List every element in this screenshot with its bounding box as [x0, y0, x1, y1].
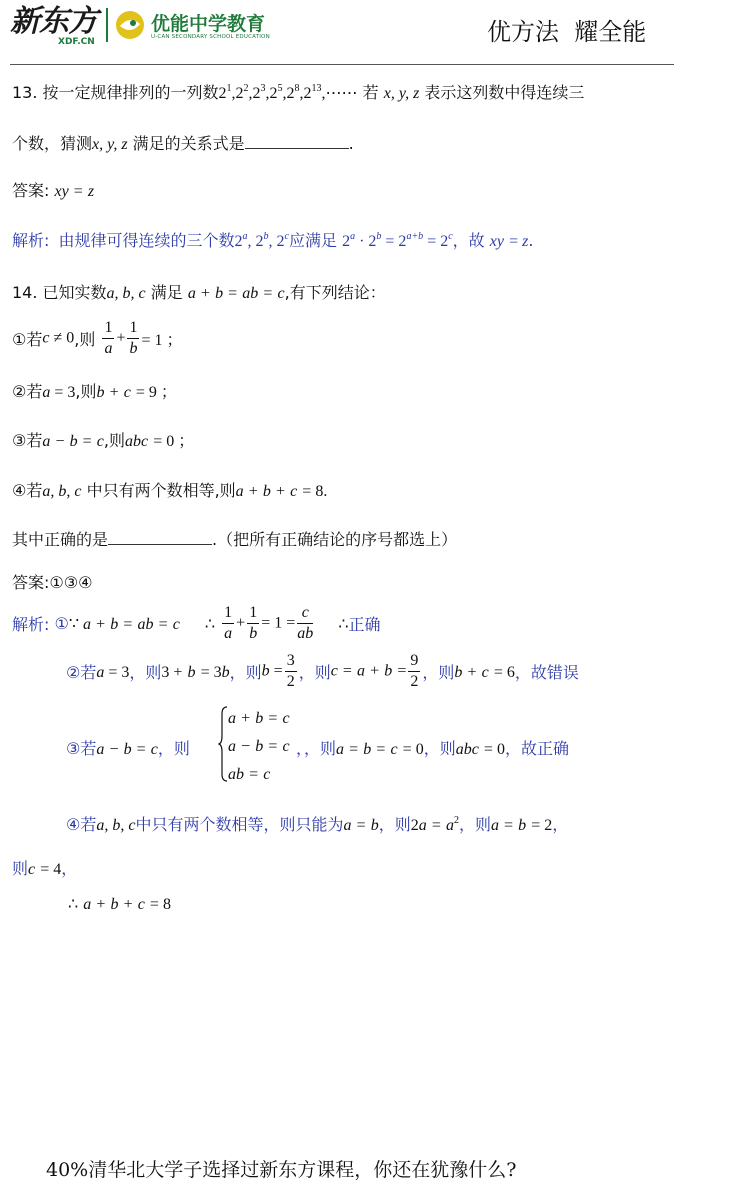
q13-analysis-label: 解析: — [12, 231, 50, 250]
logo-sub-text: XDF.CN — [58, 37, 95, 47]
q14-answer: 答案:①③④ — [12, 573, 93, 592]
a4-label: ④若 — [66, 815, 97, 834]
a4-comma: ， — [552, 815, 569, 834]
q13-stem-prefix: 13. 按一定规律排列的一列数 — [12, 83, 219, 102]
a3-correct: ，故正确 — [504, 739, 569, 758]
a2-then-4: ，则 — [422, 663, 455, 682]
q13-answer-label: 答案: — [12, 181, 50, 200]
q14-claim-4: ④若a, b, c 中只有两个数相等,则a + b + c = 8. — [12, 481, 328, 500]
q13-analysis-text2: 应满足 — [288, 231, 337, 250]
q13-identity: $2^a \cdot 2^b = 2^{a+b} = 2^c$ — [342, 231, 453, 250]
claim1-then: ,则 — [74, 330, 96, 349]
a3-then-2: ，则 — [304, 739, 337, 758]
q14-stem: 14. 已知实数a, b, c 满足 a + b = ab = c,有下列结论： — [12, 283, 386, 302]
xdf-logo — [10, 4, 97, 47]
a3-then-3: ，则 — [423, 739, 456, 758]
q13-line2-prefix: 个数，猜测 — [12, 134, 93, 153]
system-eq-1: a + b = c — [228, 710, 290, 727]
q14-analysis-3-tail: ，，则a = b = c = 0，则abc = 0，故正确 — [296, 739, 569, 758]
q13-analysis-text1: 由规律可得连续的三个数 — [58, 231, 235, 250]
q13-answer-blank — [245, 148, 349, 149]
a1-mark: ① — [54, 614, 69, 633]
a4-then-1: ，则 — [378, 815, 411, 834]
q14-analysis-4: ④若a, b, c中只有两个数相等，则只能为a = b，则$2a = a^2$，则a = b = 2， — [66, 815, 569, 834]
q13-answer-expr: xy — [54, 183, 69, 200]
a2-then-2: ，则 — [229, 663, 262, 682]
q14-analysis-4-conclusion: ∴ a + b + c = 8 — [68, 896, 171, 913]
q13-line2: 个数，猜测x, y, z 满足的关系式是 . — [12, 134, 354, 153]
q14-stem-prefix: 14. 已知实数 — [12, 283, 107, 302]
claim2-label: ②若 — [12, 382, 43, 401]
which-text: 其中正确的是 — [12, 530, 109, 549]
q13-stem-mid: 若 — [362, 83, 379, 102]
q13-analysis: 解析: 由规律可得连续的三个数2$^a$, 2$^b$, 2$^c$应满足 $2^a \cdot 2^b = 2^{a+b} = 2^c$，故 xy = z. — [12, 231, 534, 250]
a3-label: ③若 — [66, 739, 97, 758]
q13-answer: 答案: xy = z — [12, 181, 95, 200]
which-note: .（把所有正确结论的序号都选上） — [212, 530, 458, 549]
q14-analysis-1: 解析: ①∵ a + b = ab = c ∴ $\frac{1}{a}$ + $\frac{1}{b}$ = 1 = $\frac{c}{ab}$ ∴正确 — [12, 604, 381, 642]
q14-analysis-4-line2: 则c = 4， — [12, 859, 78, 878]
q14-stem-mid: 满足 — [150, 283, 183, 302]
q13-line1 — [12, 80, 584, 103]
q14-analysis-2: ②若a = 3，则3 + b = 3b，则b = $\frac{3}{2}$ ，则c = a + b = $\frac{9}{2}$ ，则b + c = 6，故错误 — [66, 652, 579, 690]
a2-wrong: ，故错误 — [514, 663, 579, 682]
claim4-label: ④若 — [12, 481, 43, 500]
q13-analysis-text3: ，故 — [452, 231, 485, 250]
frac-1-over-b: $\frac{1}{b}$ — [129, 319, 138, 357]
header-slogan: 优方法 耀全能 — [487, 18, 647, 46]
left-brace — [218, 706, 228, 782]
a4-then-2: ，则 — [458, 815, 491, 834]
q14-vars: a, b, c — [106, 285, 146, 302]
logo-divider — [106, 8, 108, 42]
q13-line2-suffix: 满足的关系式是 — [132, 134, 245, 153]
a3-then: ，则 — [157, 739, 190, 758]
footer-promo: 40%清华北大学子选择过新东方课程，你还在犹豫什么? — [46, 1159, 517, 1181]
ucan-logo-icon — [112, 9, 148, 45]
brand-sub: U-CAN SECONDARY SCHOOL EDUCATION — [151, 34, 270, 40]
q13-vars: x, y, z — [383, 85, 420, 102]
a4-line2-comma: ， — [61, 859, 78, 878]
header-rule — [10, 64, 674, 65]
q14-claim-3: ③若a − b = c,则abc = 0 ； — [12, 431, 195, 450]
a1-correct: 正确 — [348, 615, 381, 634]
q13-vars2: x, y, z — [92, 136, 128, 153]
frac-1-over-a: $\frac{1}{a}$ — [104, 319, 113, 357]
q14-claim-1: ①若c ≠ 0,则 $\frac{1}{a}$ + $\frac{1}{b}$ = 1 ； — [12, 319, 183, 357]
q14-analysis-3-lead: ③若a − b = c，则 — [66, 739, 190, 758]
a2-then-3: ，则 — [298, 663, 331, 682]
q13-three-terms: 2$^a$, 2$^b$, 2$^c$ — [234, 231, 289, 250]
claim1-label: ①若 — [12, 330, 43, 349]
a3-comma: ， — [296, 739, 305, 758]
q13-conclusion: xy — [489, 233, 504, 250]
claim3-then: ,则 — [103, 431, 125, 450]
a2-then-1: ，则 — [129, 663, 162, 682]
q13-stem-suffix: 表示这列数中得连续三 — [424, 83, 585, 102]
q14-which — [12, 527, 457, 550]
a4-mid: 中只有两个数相等，则只能为 — [135, 815, 344, 834]
logo-main-text: 新东方 — [10, 4, 97, 39]
a2-label: ②若 — [66, 663, 97, 682]
q14-stem-suffix: ,有下列结论： — [284, 283, 386, 302]
claim4-mid: 中只有两个数相等,则 — [86, 481, 236, 500]
system-eq-2: a − b = c — [228, 738, 290, 755]
a4-line2: 则 — [12, 859, 29, 878]
q14-answer-blank — [108, 544, 212, 545]
brand-name: 优能中学教育 — [151, 13, 266, 35]
q14-claim-2: ②若a = 3,则b + c = 9 ； — [12, 382, 177, 401]
q13-sequence: $2^1,2^2,2^3,2^5,2^8,2^{13},\cdots\cdots$ — [218, 83, 358, 102]
claim2-then: ,则 — [75, 382, 97, 401]
q14-analysis-label: 解析: — [12, 615, 50, 634]
claim3-label: ③若 — [12, 431, 43, 450]
system-eq-3: ab = c — [228, 766, 271, 783]
q14-condition: a — [187, 285, 196, 302]
